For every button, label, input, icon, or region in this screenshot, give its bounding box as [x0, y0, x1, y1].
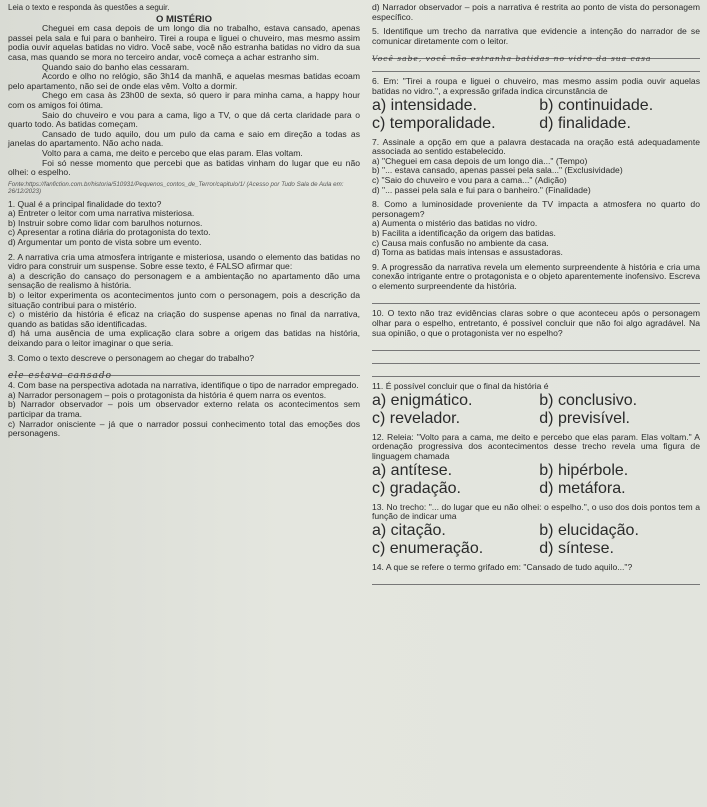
- option-b[interactable]: b) o leitor experimenta os acontecimentos junto com o personagem, pois a descrição da situação contribui para o mistério.: [8, 290, 360, 310]
- option-c[interactable]: c) "Saio do chuveiro e vou para a cama..." (Adição): [372, 174, 567, 185]
- question-12: [372, 433, 700, 498]
- question-stem: 14. A que se refere o termo grifado em: "Cansado de tudo aquilo..."?: [372, 561, 633, 572]
- option-b[interactable]: b) conclusivo.: [539, 391, 638, 409]
- question-4: [8, 381, 360, 439]
- answer-line[interactable]: [372, 293, 700, 304]
- question-8: [372, 200, 700, 258]
- answer-line[interactable]: [372, 574, 700, 585]
- option-d[interactable]: d) finalidade.: [539, 114, 631, 132]
- option-a[interactable]: a) "Cheguei em casa depois de um longo dia..." (Tempo): [372, 155, 588, 166]
- question-5: [372, 27, 700, 72]
- story-paragraph: Saio do chuveiro e vou para a cama, ligo a TV, o que dá certa claridade para o quarto todo. As batidas começam.: [8, 109, 360, 130]
- instruction: Leia o texto e responda às questões a seguir.: [8, 3, 170, 12]
- option-c[interactable]: c) enumeração.: [372, 539, 484, 557]
- options-row: [372, 410, 700, 428]
- question-stem: 2. A narrativa cria uma atmosfera intrigante e misteriosa, usando o elemento das batidas no vidro para construir um suspense. Sobre esse texto, é FALSO afirmar que:: [8, 251, 360, 272]
- question-10: [372, 309, 700, 377]
- option-a[interactable]: a) Narrador personagem – pois o protagonista da história é quem narra os eventos.: [8, 389, 327, 400]
- option-c[interactable]: c) temporalidade.: [372, 114, 496, 132]
- story-title: O MISTÉRIO: [156, 13, 212, 25]
- option-c[interactable]: c) o mistério da história é eficaz na criação do suspense apenas no final da narrativa, quando as batidas são identificadas.: [8, 309, 360, 329]
- answer-line[interactable]: [8, 365, 360, 382]
- question-stem: 6. Em: "Tirei a roupa e liguei o chuveiro, mas mesmo assim podia ouvir aquelas batidas no vidro.", a expressão grifada indica circunstância de: [372, 76, 700, 96]
- options-row: [372, 480, 700, 498]
- source-citation: Fonte:https://fanfiction.com.br/historia/510931/Pequenos_contos_de_Terror/capitulo/1/ (Acesso por Tudo Sala de Aula em: 26/12/2023): [8, 180, 344, 195]
- story-paragraph: Volto para a cama, me deito e percebo que elas param. Elas voltam.: [42, 147, 303, 158]
- option-a[interactable]: a) a descrição do cansaço do personagem e a ambientação no apartamento dão uma sensação de realismo à história.: [8, 270, 360, 291]
- handwritten-answer: ele estava cansado: [8, 371, 112, 382]
- options-row: [372, 462, 700, 480]
- option-a[interactable]: a) citação.: [372, 521, 446, 539]
- story-paragraph: Foi só nesse momento que percebi que as batidas vinham do lugar que eu não olhei: o espelho.: [8, 157, 360, 178]
- story-paragraph: Cansado de tudo aquilo, dou um pulo da cama e saio em direção a todas as janelas do apartamento. Não acho nada.: [8, 128, 360, 149]
- options-row: [372, 540, 700, 558]
- question-stem: 5. Identifique um trecho da narrativa que evidencie a intenção do narrador de se comunicar diretamente com o leitor.: [372, 26, 700, 46]
- question-11: [372, 382, 700, 428]
- option-d[interactable]: d) metáfora.: [539, 479, 626, 497]
- answer-line[interactable]: [372, 366, 700, 377]
- options-row: [372, 115, 700, 133]
- question-stem: 3. Como o texto descreve o personagem ao chegar do trabalho?: [8, 352, 255, 363]
- option-d[interactable]: d) "... passei pela sala e fui para o banheiro." (Finalidade): [372, 184, 591, 195]
- option-b[interactable]: b) Facilita a identificação da origem das batidas.: [372, 227, 556, 238]
- options-row: [372, 522, 700, 540]
- right-column: [372, 3, 700, 585]
- answer-line[interactable]: [372, 48, 700, 64]
- question-stem: 8. Como a luminosidade proveniente da TV impacta a atmosfera no quarto do personagem?: [372, 199, 700, 219]
- question-9: [372, 263, 700, 305]
- question-stem: 1. Qual é a principal finalidade do texto?: [8, 198, 162, 209]
- question-14: [372, 563, 700, 586]
- question-stem: 4. Com base na perspectiva adotada na narrativa, identifique o tipo de narrador empregado.: [8, 380, 359, 391]
- option-d[interactable]: d) Argumentar um ponto de vista sobre um evento.: [8, 237, 202, 248]
- option-a[interactable]: a) Aumenta o mistério das batidas no vidro.: [372, 218, 538, 229]
- handwritten-answer: Você sabe, você não estranha batidas no vidro da sua casa: [372, 54, 652, 64]
- question-6: [372, 77, 700, 132]
- option-a[interactable]: a) antítese.: [372, 461, 453, 479]
- question-1: [8, 200, 360, 248]
- question-stem: 13. No trecho: "... do lugar que eu não olhei: o espelho.", o uso dos dois pontos tem a função de indicar uma: [372, 501, 700, 522]
- option-c[interactable]: c) Narrador onisciente – já que o narrador possui conhecimento total das emoções dos personagens.: [8, 418, 360, 439]
- question-3: [8, 352, 360, 382]
- story-paragraph: Acordo e olho no relógio, são 3h14 da manhã, e aquelas mesmas batidas ecoam pelo apartamento, não sei de onde elas vêm. Volto a dormir.: [8, 71, 360, 91]
- options-row: [372, 392, 700, 410]
- options-row: [372, 97, 700, 115]
- question-stem: 9. A progressão da narrativa revela um elemento surpreendente à história e cria uma conexão intrigante entre o protagonista e o objeto aparentemente inofensivo. Escreva o elemento surpreendente da história.: [372, 261, 700, 291]
- option-b[interactable]: b) elucidação.: [539, 521, 639, 539]
- answer-line[interactable]: [372, 353, 700, 364]
- option-b[interactable]: b) continuidade.: [539, 96, 654, 114]
- option-c[interactable]: c) revelador.: [372, 409, 461, 427]
- option-d[interactable]: d) Narrador observador – pois a narrativa é restrita ao ponto de vista do personagem específico.: [372, 2, 700, 22]
- question-13: [372, 503, 700, 558]
- left-column: [8, 3, 360, 439]
- question-7: [372, 138, 700, 196]
- question-2: [8, 253, 360, 349]
- option-d[interactable]: d) síntese.: [539, 539, 614, 557]
- option-c[interactable]: c) Apresentar a rotina diária do protagonista do texto.: [8, 227, 211, 238]
- option-b[interactable]: b) hipérbole.: [539, 461, 629, 479]
- question-stem: 7. Assinale a opção em que a palavra destacada na oração está adequadamente associada ao sentido estabelecido.: [372, 136, 700, 157]
- option-a[interactable]: a) Entreter o leitor com uma narrativa misteriosa.: [8, 208, 195, 219]
- option-a[interactable]: a) intensidade.: [372, 96, 477, 114]
- option-b[interactable]: b) "... estava cansado, apenas passei pela sala..." (Exclusividade): [372, 165, 623, 176]
- story-paragraph: Quando saio do banho elas cessaram.: [42, 61, 190, 72]
- story-paragraph: Chego em casa às 23h00 de sexta, só quero ir para minha cama, a happy hour com os amigos foi ótima.: [8, 90, 360, 110]
- question-stem: 10. O texto não traz evidências claras sobre o que aconteceu após o personagem olhar para o espelho, entretanto, é possível concluir que não foi algo agradável. Na sua opinião, o que o protagonista ver no espelho?: [372, 308, 700, 338]
- question-stem: 11. É possível concluir que o final da história é: [372, 381, 549, 392]
- option-c[interactable]: c) Causa mais confusão no ambiente da casa.: [372, 237, 549, 248]
- option-d[interactable]: d) Torna as batidas mais intensas e assustadoras.: [372, 247, 563, 258]
- story-paragraph: Cheguei em casa depois de um longo dia no trabalho, estava cansado, apenas passei pela sala e fui para o banheiro. Tirei a roupa e liguei o chuveiro, mas mesmo assim podia ouvir aquelas batidas no vidro. Você sabe, você não estranha batidas no vidro da sua casa, mas quando se mora no terceiro andar, você começa a achar estranho sim.: [8, 23, 360, 62]
- answer-line[interactable]: [372, 340, 700, 351]
- option-d[interactable]: d) há uma ausência de uma explicação clara sobre a origem das batidas na história, deixando para o leitor imaginar o que seria.: [8, 328, 360, 348]
- option-a[interactable]: a) enigmático.: [372, 391, 473, 409]
- option-c[interactable]: c) gradação.: [372, 479, 461, 497]
- option-b[interactable]: b) Narrador observador – pois um observador externo relata os acontecimentos sem participar da trama.: [8, 399, 360, 419]
- question-stem: 12. Releia: "Volto para a cama, me deito e percebo que elas param. Elas voltam." A ordenação progressiva dos acontecimentos desse trecho revela uma figura de linguagem chamada: [372, 431, 700, 462]
- option-d[interactable]: d) previsível.: [539, 409, 630, 427]
- option-b[interactable]: b) Instruir sobre como lidar com barulhos noturnos.: [8, 217, 203, 228]
